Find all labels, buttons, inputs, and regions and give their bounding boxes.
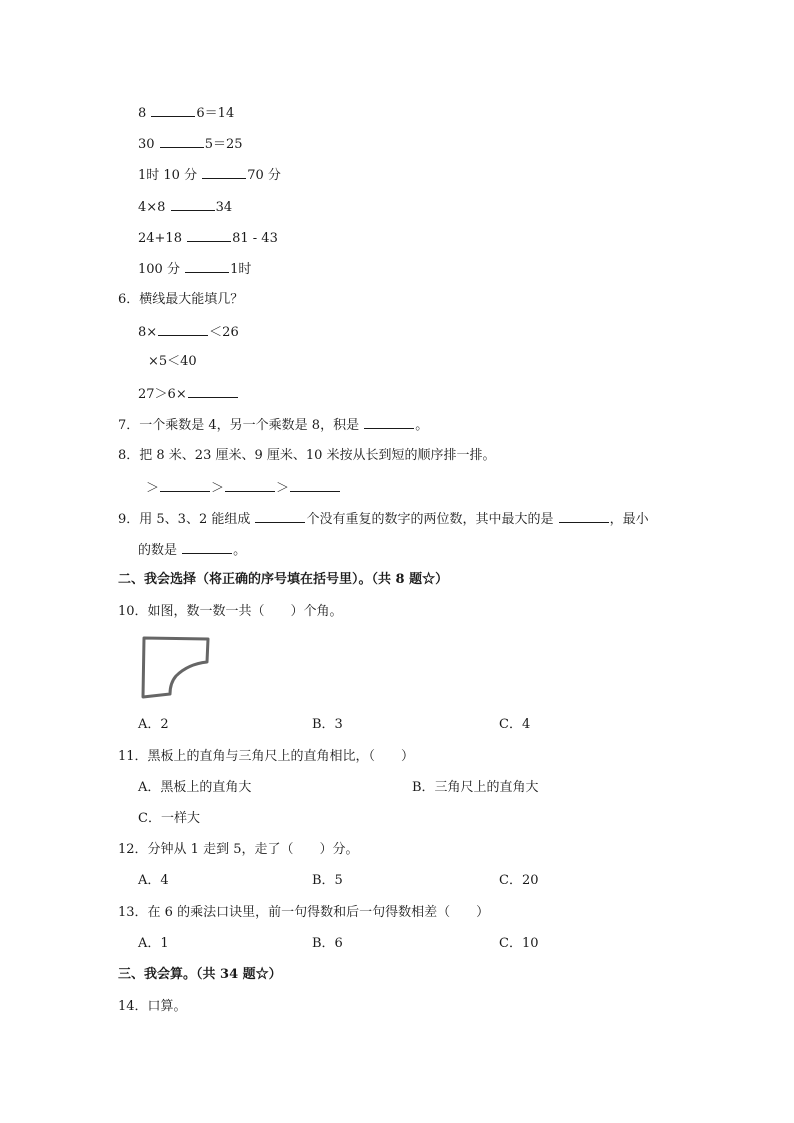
- answer-blank[interactable]: [255, 510, 305, 523]
- expr: ×5＜40: [148, 354, 197, 369]
- q13-option-a[interactable]: A．1: [138, 936, 169, 951]
- compare-line-1: [138, 104, 234, 122]
- q6-line-1: [138, 323, 239, 341]
- expr-left: 8: [138, 106, 151, 121]
- answer-blank[interactable]: [158, 323, 208, 336]
- question-text: 个没有重复的数字的两位数，其中最大的是: [306, 512, 558, 527]
- question-text: 7．一个乘数是 4，另一个乘数是 8，积是: [118, 418, 364, 433]
- expr-left: 1时 10 分: [138, 168, 202, 183]
- q12-option-c[interactable]: C．20: [499, 873, 539, 888]
- question-10: [118, 604, 343, 620]
- answer-blank[interactable]: [290, 479, 340, 492]
- question-text: 的数是: [138, 543, 182, 558]
- q12-option-a[interactable]: A．4: [138, 873, 169, 888]
- q8-order-line: [146, 479, 341, 497]
- q10-option-a[interactable]: A．2: [138, 717, 169, 732]
- section-3-heading: 三、我会算。（共 34 题☆）: [118, 967, 282, 982]
- expr-left: 24+18: [138, 231, 187, 246]
- greater-than: ＞: [211, 481, 225, 496]
- question-text: 9．用 5、3、2 能组成: [118, 512, 255, 527]
- answer-blank[interactable]: [171, 198, 215, 211]
- answer-blank[interactable]: [202, 166, 246, 179]
- greater-than: ＞: [146, 481, 160, 496]
- expr-right: 70 分: [247, 168, 281, 183]
- q11-option-b[interactable]: B．三角尺上的直角大: [412, 780, 539, 795]
- answer-blank[interactable]: [188, 385, 238, 398]
- q11-option-c[interactable]: C．一样大: [138, 811, 200, 826]
- question-text: 13．在 6 的乘法口诀里，前一句得数和后一句得数相差（: [118, 905, 451, 920]
- question-end: 。: [415, 418, 429, 433]
- expr-left: 30: [138, 137, 159, 152]
- question-9-cont: [138, 541, 246, 559]
- question-7: [118, 416, 428, 434]
- answer-blank[interactable]: [559, 510, 609, 523]
- question-text: ，最小: [609, 512, 649, 527]
- question-text: 11．黑板上的直角与三角尺上的直角相比，（: [118, 749, 376, 764]
- question-end: 。: [233, 543, 247, 558]
- question-6-title: 6．横线最大能填几？: [118, 292, 244, 307]
- expr-left: 100 分: [138, 262, 185, 277]
- question-8-title: 8．把 8 米、23 厘米、9 厘米、10 米按从长到短的顺序排一排。: [118, 448, 496, 463]
- answer-blank[interactable]: [160, 479, 210, 492]
- q6-line-3: [138, 385, 239, 403]
- answer-blank[interactable]: [187, 229, 231, 242]
- expr-right: 6＝14: [196, 106, 235, 121]
- expr-left: 4×8: [138, 200, 170, 215]
- section-2-heading: 二、我会选择（将正确的序号填在括号里）。（共 8 题☆）: [118, 572, 449, 587]
- question-12: [118, 842, 359, 858]
- expr-right: 5＝25: [204, 137, 243, 152]
- q6-line-2: [148, 354, 197, 370]
- compare-line-6: [138, 260, 251, 278]
- question-text: 10．如图，数一数一共（: [118, 604, 265, 619]
- expr-left: 27＞6×: [138, 387, 187, 402]
- question-text: 12．分钟从 1 走到 5，走了（: [118, 842, 294, 857]
- compare-line-3: [138, 166, 281, 184]
- expr-right: 1时: [230, 262, 252, 277]
- q13-option-c[interactable]: C．10: [499, 936, 539, 951]
- angle-figure: [140, 634, 214, 700]
- q11-option-a[interactable]: A．黑板上的直角大: [138, 780, 252, 795]
- expr-left: 8×: [138, 325, 158, 340]
- question-text: ）: [476, 905, 490, 920]
- compare-line-2: [138, 135, 243, 153]
- compare-line-4: [138, 198, 232, 216]
- question-text: ）: [401, 749, 415, 764]
- expr-right: 34: [215, 200, 233, 215]
- greater-than: ＞: [276, 481, 290, 496]
- answer-blank[interactable]: [160, 135, 204, 148]
- answer-blank[interactable]: [151, 104, 195, 117]
- answer-blank[interactable]: [225, 479, 275, 492]
- q10-option-b[interactable]: B．3: [312, 717, 343, 732]
- question-text: ）个角。: [290, 604, 343, 619]
- question-text: ）分。: [319, 842, 359, 857]
- answer-blank[interactable]: [182, 541, 232, 554]
- answer-blank[interactable]: [185, 260, 229, 273]
- expr-right: ＜26: [209, 325, 239, 340]
- question-9: [118, 510, 649, 528]
- q13-option-b[interactable]: B．6: [312, 936, 343, 951]
- q12-option-b[interactable]: B．5: [312, 873, 343, 888]
- q10-option-c[interactable]: C．4: [499, 717, 531, 732]
- question-14: 14．口算。: [118, 999, 187, 1014]
- question-11: [118, 749, 414, 765]
- answer-blank[interactable]: [364, 416, 414, 429]
- compare-line-5: [138, 229, 278, 247]
- expr-right: 81 - 43: [232, 231, 278, 246]
- question-13: [118, 905, 489, 921]
